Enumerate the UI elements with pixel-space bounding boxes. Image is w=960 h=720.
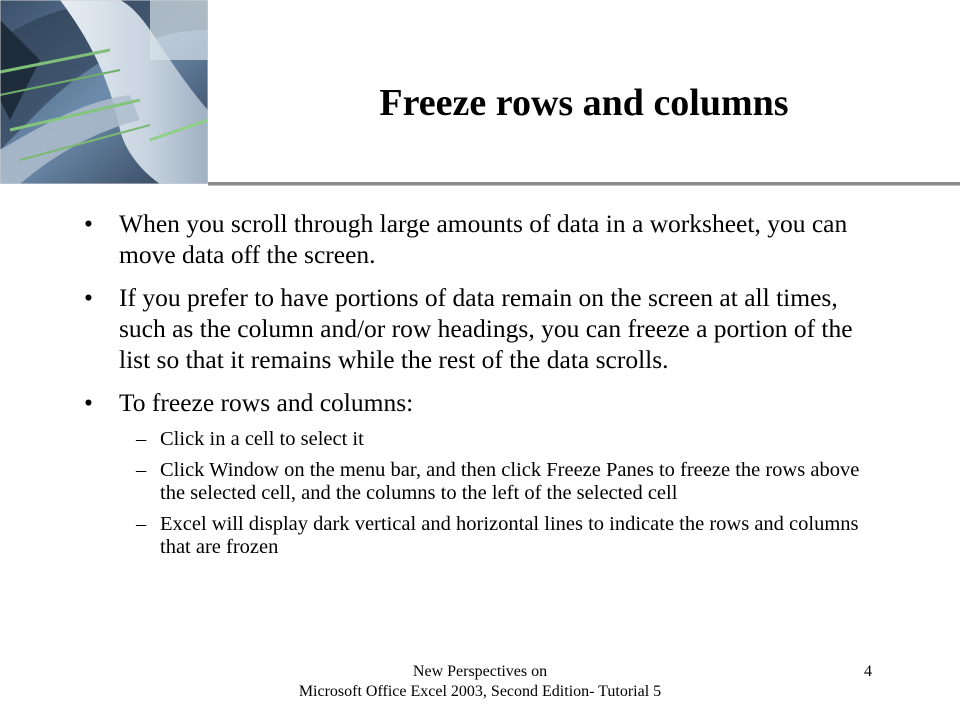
- bullet-text: When you scroll through large amounts of data in a worksheet, you can move data off the screen.: [119, 209, 848, 269]
- subbullet-item: [84, 513, 874, 559]
- subbullet-item: [84, 428, 874, 451]
- footer-text: [220, 662, 740, 702]
- bullet-text: If you prefer to have portions of data remain on the screen at all times, such as the column and/or row headings, you can freeze a portion of the list so that it remains while the rest of the data scrolls.: [119, 283, 853, 374]
- footer-line-1: New Perspectives on: [412, 663, 548, 680]
- slide-title: Freeze rows and columns: [379, 82, 789, 124]
- header-rule: [208, 182, 960, 186]
- bullet-marker: •: [84, 388, 93, 417]
- subbullet-item: [84, 459, 874, 505]
- bullet-item: [84, 387, 874, 418]
- corner-architecture-image: [0, 0, 208, 184]
- subbullet-text: Click Window on the menu bar, and then click Freeze Panes to freeze the rows above the selected cell, and the columns to the left of the selected cell: [160, 459, 860, 504]
- bullet-item: [84, 282, 874, 375]
- bullet-marker: •: [84, 283, 93, 312]
- bullet-marker: •: [84, 209, 93, 238]
- dash-marker: –: [136, 459, 147, 481]
- bullet-item: [84, 208, 874, 270]
- dash-marker: –: [136, 513, 147, 535]
- subbullet-text: Click in a cell to select it: [160, 428, 364, 450]
- bullet-text: To freeze rows and columns:: [119, 388, 414, 417]
- bullet-list: [84, 208, 874, 567]
- page-number: 4: [864, 663, 872, 680]
- subbullet-text: Excel will display dark vertical and horizontal lines to indicate the rows and columns that are frozen: [160, 513, 859, 558]
- dash-marker: –: [136, 428, 147, 450]
- footer-line-2: Microsoft Office Excel 2003, Second Edition- Tutorial 5: [298, 683, 662, 700]
